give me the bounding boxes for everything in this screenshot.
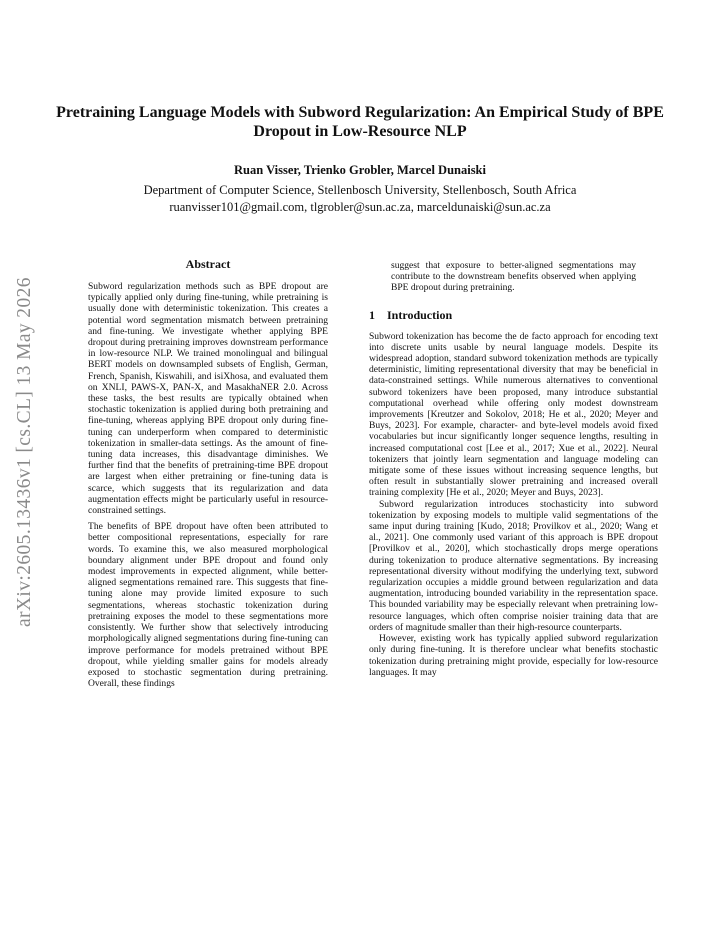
section-number: 1 — [369, 307, 375, 322]
author-emails: ruanvisser101@gmail.com, tlgrobler@sun.ac.za, marceldunaiski@sun.ac.za — [169, 200, 551, 214]
abstract-continuation: suggest that exposure to better-aligned segmentations may contribute to the downstream benefits observed when applying BPE dropout during pretraining. — [391, 260, 636, 294]
paper-title: Pretraining Language Models with Subword Regularization: An Empirical Study of BPE Dropout in Low-Resource NLP — [56, 104, 664, 140]
right-column — [369, 260, 658, 678]
affiliation-block — [40, 182, 680, 216]
abstract-paragraph: The benefits of BPE dropout have often been attributed to better compositional representations, especially for rare words. To examine this, we also measured morphological boundary alignment under BPE dropout and found only modest improvements in expected alignment, while better-aligned segmentations remained rare. This suggests that fine-tuning alone may provide limited exposure to such segmentations, whereas stochastic tokenization during pretraining exposes the model to these segmentations more consistently. We further show that selectively introducing morphologically aligned segmentations during fine-tuning can improve performance for models pretrained without BPE dropout, while yielding smaller gains for models already exposed to stochastic segmentation during pretraining. Overall, these findings — [88, 521, 328, 690]
author-list: Ruan Visser, Trienko Grobler, Marcel Dunaiski — [233, 163, 486, 177]
introduction-paragraph: However, existing work has typically applied subword regularization only during fine-tuning. It is therefore unclear what benefits stochastic tokenization during pretraining might provide, especially for low-resource languages. It may — [369, 633, 658, 678]
introduction-paragraph: Subword regularization introduces stochasticity into subword tokenization by exposing models to multiple valid segmentations of the same input during training [Kudo, 2018; Provilkov et al., 2020; Wang et al., 2021]. One commonly used variant of this approach is BPE dropout [Provilkov et al., 2020], which stochastically drops merge operations during tokenization to produce alternative segmentations. By increasing representational diversity without modifying the underlying text, subword regularization occupies a middle ground between regularization and data augmentation, introducing bounded variability in the representation space. This bounded variability may be especially relevant when pretraining low-resource languages, which often comprise noisier training data that are orders of magnitude smaller than their high-resource counterparts. — [369, 498, 658, 633]
abstract-heading: Abstract — [185, 257, 231, 271]
left-column — [88, 257, 328, 689]
section-heading-introduction — [369, 308, 658, 323]
section-title: Introduction — [387, 307, 453, 322]
abstract-paragraph: Subword regularization methods such as BPE dropout are typically applied only during fine-tuning, while pretraining is usually done with deterministic tokenization. This creates a potential word segmentation mismatch between pretraining and fine-tuning. We investigate whether applying BPE dropout during pretraining improves downstream performance in low-resource NLP. We trained monolingual and bilingual BERT models on downsampled subsets of English, German, French, Spanish, Kiswahili, and isiXhosa, and evaluated them on XNLI, PAWS-X, PAN-X, and MasakhaNER 2.0. Across these tasks, the best results are typically obtained when stochastic tokenization is applied during both pretraining and fine-tuning, whereas applying BPE dropout only during fine-tuning can underperform when compared to deterministic tokenization in smaller-data settings. As the amount of fine-tuning data increases, this disadvantage diminishes. We further find that the benefits of pretraining-time BPE dropout are largest when either pretraining or fine-tuning data is scarce, which suggests that its regularization and data augmentation effects might be particularly useful in resource-constrained settings. — [88, 281, 328, 517]
affiliation: Department of Computer Science, Stellenbosch University, Stellenbosch, South Africa — [143, 183, 577, 197]
arxiv-identifier-stamp[interactable]: arXiv:2605.13436v1 [cs.CL] 13 May 2026 — [14, 277, 35, 628]
introduction-paragraph: Subword tokenization has become the de facto approach for encoding text into discrete units usable by neural language models. Despite its widespread adoption, standard subword tokenization methods are typically deterministic, limiting representational diversity that may be beneficial in data-constrained settings. While numerous alternatives to conventional subword tokenizers have been proposed, many introduce substantial computational overhead while offering only modest downstream improvements [Kreutzer and Sokolov, 2018; He et al., 2020; Meyer and Buys, 2023]. For example, character- and byte-level models avoid fixed vocabularies but incur significantly longer sequence lengths, resulting in increased computational cost [Lee et al., 2017; Xue et al., 2022]. Neural tokenizers that jointly learn segmentation and language modeling can mitigate some of these issues without increasing sequence lengths, but often result in substantially slower pretraining and increased overall training complexity [He et al., 2020; Meyer and Buys, 2023]. — [369, 330, 658, 499]
